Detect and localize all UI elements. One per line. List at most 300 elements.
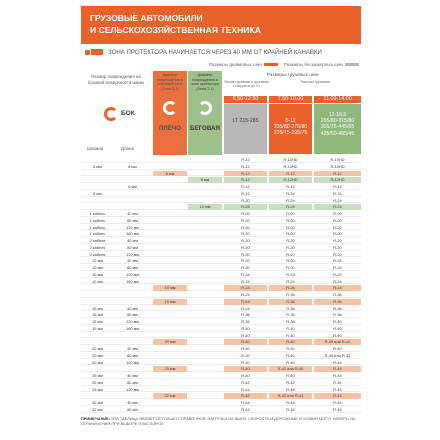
sizes-cell-1 bbox=[224, 104, 267, 154]
tread-cell bbox=[188, 171, 222, 177]
tread-cell: 10 мм bbox=[188, 204, 222, 210]
zone-note-text: ЗОНА ПРОТЕКТОРА НАЧИНАЕТСЯ ЧЕРЕЗ 40 ММ ОТ КРАЙНЕЙ КАНАВКИ bbox=[108, 49, 322, 56]
width-cell: 2 кабеля bbox=[89, 238, 106, 243]
length-cell bbox=[116, 299, 149, 305]
shoulder-cell bbox=[153, 312, 187, 318]
patch-heavy-cell: R-44 bbox=[333, 359, 342, 365]
tread-cell bbox=[188, 387, 222, 393]
patch-medium-cell: R-40 bbox=[286, 373, 295, 378]
band-2: 7.50-10.00 bbox=[269, 96, 312, 103]
patch-heavy-cell: R-36 bbox=[333, 305, 342, 311]
patch-light-cell: R-44 bbox=[241, 406, 250, 412]
patch-heavy-cell: R-44 bbox=[333, 406, 342, 412]
patch-light-cell: R-36 bbox=[241, 312, 250, 318]
width-cell: 15 мм bbox=[92, 319, 103, 324]
length-cell: 80 мм bbox=[127, 379, 138, 385]
width-cell: 32 мм bbox=[92, 406, 103, 412]
patch-heavy-cell: R-36 bbox=[333, 292, 342, 297]
tread-cell: 6 мм bbox=[188, 177, 222, 183]
patch-light-cell: R-40 bbox=[241, 373, 250, 378]
patch-medium-cell: R-10HD bbox=[283, 163, 298, 169]
width-cell: 10 мм bbox=[92, 278, 103, 284]
legend-tubeless-swatch bbox=[345, 63, 359, 66]
length-cell: 40 мм bbox=[127, 258, 138, 264]
patch-medium-cell: R-40 bbox=[286, 332, 295, 338]
length-cell: 160 мм bbox=[126, 325, 139, 331]
width-cell bbox=[81, 333, 114, 339]
patch-light-cell: R-12 bbox=[241, 157, 250, 162]
sizes-sub-heavy: Тяжелые грузовики bbox=[300, 80, 330, 84]
legend bbox=[81, 60, 361, 69]
patch-heavy-cell: R-24 bbox=[333, 197, 342, 203]
patch-light-cell: R-36 bbox=[241, 319, 250, 324]
patch-medium-cell: R-40 bbox=[286, 352, 295, 358]
tread-cell bbox=[188, 198, 222, 204]
patch-light-cell: R-40 bbox=[241, 352, 250, 358]
shoulder-cell bbox=[153, 238, 187, 244]
length-cell: 40 мм bbox=[127, 373, 138, 378]
tread-cell bbox=[188, 191, 222, 197]
patch-light-cell: R-24 bbox=[241, 271, 250, 277]
width-cell bbox=[81, 393, 114, 399]
patch-medium-cell: R-36 bbox=[286, 292, 295, 297]
tire-size: 225/75-295/75 bbox=[273, 130, 308, 137]
sizes-cell-3 bbox=[314, 104, 361, 154]
patch-medium-cell: R-20 bbox=[286, 238, 295, 243]
patch-light-cell: R-44 bbox=[241, 386, 250, 392]
width-cell bbox=[81, 184, 114, 190]
patch-heavy-cell: R-12 bbox=[333, 184, 342, 189]
patch-light-cell: R-20 bbox=[241, 197, 250, 203]
patch-heavy-cell: R-20 bbox=[333, 251, 342, 257]
shoulder-cell bbox=[153, 198, 187, 204]
patch-light-cell: R-20 bbox=[241, 224, 250, 230]
patch-heavy-cell: R-20 bbox=[333, 244, 342, 250]
patch-light-cell: R-24 bbox=[241, 292, 250, 297]
tire-size: 5-11 bbox=[285, 118, 296, 124]
patch-light-cell: R-24 bbox=[241, 305, 250, 311]
patch-medium-cell: R-24 bbox=[269, 285, 312, 291]
patch-light-cell: R-20 bbox=[241, 217, 250, 223]
tread-cell bbox=[188, 164, 222, 170]
table-row bbox=[81, 393, 361, 399]
table-row bbox=[81, 319, 361, 325]
shoulder-cell bbox=[153, 265, 187, 271]
length-cell: 40 мм bbox=[127, 238, 138, 243]
width-cell: 10 мм bbox=[92, 265, 103, 270]
shoulder-cell bbox=[153, 157, 187, 163]
length-cell bbox=[116, 339, 149, 345]
width-cell bbox=[81, 285, 114, 291]
width-cell: 20 мм bbox=[92, 359, 103, 365]
shoulder-cell bbox=[153, 225, 187, 231]
width-cell: 25 мм bbox=[92, 379, 103, 385]
sizes-list-1 bbox=[224, 104, 267, 124]
width-cell bbox=[81, 171, 114, 177]
width-cell bbox=[81, 177, 114, 183]
shoulder-label: ПЛЕЧО bbox=[158, 125, 182, 132]
patch-heavy-cell: R-40 bbox=[333, 325, 342, 331]
length-cell bbox=[116, 157, 149, 163]
length-cell: 160 мм bbox=[126, 231, 139, 237]
tread-cell bbox=[188, 380, 222, 386]
page bbox=[81, 0, 361, 440]
patch-medium-cell: R-20 bbox=[286, 258, 295, 264]
legend-inch bbox=[209, 60, 278, 69]
width-cell: 20 мм bbox=[92, 346, 103, 351]
patch-medium-cell: R-12 bbox=[286, 184, 295, 189]
width-cell: 2 кабеля bbox=[89, 244, 106, 250]
length-cell bbox=[116, 366, 149, 372]
tread-cell bbox=[188, 272, 222, 278]
patch-medium-cell: R-40 bbox=[286, 346, 295, 351]
length-cell bbox=[116, 204, 149, 210]
shoulder-cell bbox=[153, 319, 187, 325]
damage-header-text: Размер повреждения на боковой поверхности шины bbox=[87, 74, 145, 85]
tread-cell bbox=[188, 333, 222, 339]
table-row bbox=[81, 407, 361, 413]
shoulder-cell bbox=[153, 231, 187, 237]
patch-heavy-cell: R-24 bbox=[333, 190, 342, 196]
width-cell: 32 мм bbox=[92, 400, 103, 405]
table-row bbox=[81, 312, 361, 318]
patch-medium-cell: R-36 bbox=[286, 319, 295, 324]
patch-medium-cell: R-24 bbox=[286, 197, 295, 203]
patch-light-cell: R-12 bbox=[241, 163, 250, 169]
patch-light-cell: R-20 bbox=[241, 231, 250, 237]
table-row bbox=[81, 279, 361, 285]
shoulder-cell: 10 мм bbox=[153, 285, 187, 291]
patch-heavy-cell: R-10HD bbox=[330, 163, 345, 169]
shoulder-cell bbox=[153, 353, 187, 359]
patch-light-cell: R-44 bbox=[241, 400, 250, 405]
width-cell bbox=[81, 339, 114, 345]
patch-light-cell: R-42 bbox=[224, 393, 267, 399]
patch-heavy-cell: R-44 bbox=[333, 386, 342, 392]
shoulder-column-header bbox=[153, 71, 187, 155]
patch-heavy-cell: R-36 bbox=[314, 299, 361, 305]
patch-medium-cell: R-12 bbox=[269, 171, 312, 177]
width-header: Ширина bbox=[87, 146, 104, 151]
tread-cell bbox=[188, 366, 222, 372]
width-cell: 15 мм bbox=[92, 305, 103, 311]
patch-heavy-cell: R-24 bbox=[333, 258, 342, 264]
tread-cell bbox=[188, 393, 222, 399]
width-cell bbox=[81, 366, 114, 372]
tread-label: БЕГОВАЯ bbox=[190, 125, 220, 132]
width-cell: 1 кабель bbox=[89, 217, 106, 223]
tread-cell bbox=[188, 238, 222, 244]
patch-light-cell: R-20 bbox=[241, 258, 250, 264]
patch-heavy-cell: R-44 bbox=[333, 373, 342, 378]
shoulder-cell bbox=[153, 373, 187, 379]
shoulder-cell bbox=[153, 211, 187, 217]
length-cell bbox=[116, 393, 149, 399]
footer-note bbox=[81, 416, 361, 426]
table-row bbox=[81, 306, 361, 312]
band-3: 11.00-14.00 bbox=[314, 96, 361, 103]
shoulder-cell bbox=[153, 245, 187, 251]
length-cell bbox=[116, 198, 149, 204]
width-cell: 6 мм bbox=[93, 163, 102, 169]
shoulder-cell: 32 мм bbox=[153, 393, 187, 399]
patch-medium-cell: R-40 bbox=[269, 339, 312, 345]
patch-light-cell: R-12 bbox=[224, 177, 267, 183]
damage-column-header bbox=[81, 71, 151, 155]
width-cell bbox=[81, 157, 114, 163]
length-cell bbox=[116, 191, 149, 197]
tread-cell bbox=[188, 400, 222, 406]
width-cell bbox=[81, 204, 114, 210]
legend-inch-label: Размеры дюймовых шин bbox=[209, 62, 262, 67]
tire-size: 235/80-275/80 bbox=[273, 124, 308, 131]
width-cell: 6 мм bbox=[93, 190, 102, 196]
table-row bbox=[81, 204, 361, 210]
table-row bbox=[81, 157, 361, 163]
tread-cell bbox=[188, 312, 222, 318]
truck-icon bbox=[85, 49, 103, 56]
width-cell: 15 мм bbox=[92, 312, 103, 318]
patch-heavy-cell: R-44 bbox=[333, 400, 342, 405]
length-cell bbox=[116, 333, 149, 339]
table-row bbox=[81, 360, 361, 366]
legend-inch-swatch bbox=[264, 63, 278, 66]
length-cell: 120 мм bbox=[126, 271, 139, 277]
patch-light-cell: R-42 bbox=[241, 379, 250, 385]
legend-tubeless-label: Размеры бескамерных шин bbox=[284, 62, 343, 67]
shoulder-cell bbox=[153, 306, 187, 312]
patch-medium-cell: R-20 bbox=[286, 244, 295, 250]
table-row bbox=[81, 285, 361, 291]
tread-cell bbox=[188, 373, 222, 379]
table-row bbox=[81, 333, 361, 339]
tread-cell bbox=[188, 319, 222, 325]
patch-medium-cell: R-12HD bbox=[269, 177, 312, 183]
patch-heavy-cell: R-20 bbox=[333, 238, 342, 243]
patch-heavy-cell: R-24 bbox=[333, 271, 342, 277]
table-row bbox=[81, 252, 361, 258]
shoulder-cell bbox=[153, 360, 187, 366]
table-row bbox=[81, 299, 361, 305]
patch-heavy-cell: R-24 bbox=[314, 285, 361, 291]
table-row bbox=[81, 164, 361, 170]
patch-medium-cell: R-40 bbox=[286, 359, 295, 365]
tread-cell bbox=[188, 258, 222, 264]
tread-cell bbox=[188, 326, 222, 332]
tread-cell bbox=[188, 360, 222, 366]
patch-medium-cell: R-20 bbox=[286, 211, 295, 216]
shoulder-cell bbox=[153, 272, 187, 278]
patch-medium-cell: R-10HD bbox=[283, 157, 298, 162]
shoulder-cell bbox=[153, 380, 187, 386]
patch-medium-cell: R-40 bbox=[286, 325, 295, 331]
patch-light-cell: R-20 bbox=[241, 265, 250, 270]
tread-cell bbox=[188, 245, 222, 251]
length-cell: 120 мм bbox=[126, 386, 139, 392]
patch-heavy-cell: R-40 или R-42 bbox=[324, 352, 351, 358]
shoulder-cell: 25 мм bbox=[153, 366, 187, 372]
shoulder-cell bbox=[153, 177, 187, 183]
patch-heavy-cell: R-10HD bbox=[330, 157, 345, 162]
patch-medium-cell: R-24 bbox=[286, 278, 295, 284]
patch-heavy-cell: R-24 bbox=[333, 278, 342, 284]
shoulder-cell bbox=[153, 292, 187, 298]
patch-light-cell: R-40 bbox=[241, 346, 250, 351]
tire-size: LT 215-285 bbox=[232, 118, 259, 124]
sizes-column-header bbox=[224, 71, 361, 155]
table-row bbox=[81, 353, 361, 359]
shoulder-cell bbox=[153, 252, 187, 258]
tread-cell bbox=[188, 157, 222, 163]
shoulder-cell: 6 мм bbox=[153, 171, 187, 177]
tread-cell bbox=[188, 353, 222, 359]
patch-light-cell: R-12 bbox=[241, 184, 250, 189]
tread-cell bbox=[188, 279, 222, 285]
table-row bbox=[81, 373, 361, 379]
patch-heavy-cell: R-36 bbox=[333, 312, 342, 318]
length-cell: 80 мм bbox=[127, 352, 138, 358]
length-cell: 40 мм bbox=[127, 305, 138, 311]
table-header bbox=[81, 71, 361, 155]
table-row bbox=[81, 211, 361, 217]
tread-cell bbox=[188, 285, 222, 291]
table-row bbox=[81, 387, 361, 393]
length-cell bbox=[116, 171, 149, 177]
shoulder-cell bbox=[153, 218, 187, 224]
tread-cell bbox=[188, 225, 222, 231]
length-cell: 6 мм bbox=[128, 184, 137, 189]
shoulder-cell bbox=[153, 333, 187, 339]
patch-light-cell: R-40 bbox=[241, 359, 250, 365]
length-cell: 160 мм bbox=[126, 278, 139, 284]
patch-light-cell: R-40 bbox=[241, 332, 250, 338]
length-cell: 80 мм bbox=[127, 217, 138, 223]
footer-text: ЭТА ТАБЛИЦА ЯВЛЯЕТСЯ ТОЛЬКО СПРАВОЧНОЙ. НАГРУЗКА НА ШИНУ, СКОРОСТЬ И ДОРОЖНЫЕ УСЛОВИЯ МОГУТ ВЛИЯТЬ НА ОГРАНИЧЕНИЯ ПРИ ВЫБОРЕ ПЛАСТЫРЕЙ. bbox=[81, 416, 356, 426]
shoulder-cell bbox=[153, 164, 187, 170]
sidewall-icon bbox=[104, 107, 118, 121]
patch-medium-cell: R-44 bbox=[286, 406, 295, 412]
length-cell: 40 мм bbox=[127, 346, 138, 351]
patch-heavy-cell: R-20 bbox=[333, 224, 342, 230]
patch-medium-cell: R-44 bbox=[286, 400, 295, 405]
shoulder-cell: 20 мм bbox=[153, 339, 187, 345]
tire-size: 305/75-445/65 bbox=[320, 124, 355, 131]
width-cell: 25 мм bbox=[92, 386, 103, 392]
sizes-header-text: Размеры грузовых шин bbox=[266, 73, 319, 78]
width-cell bbox=[81, 292, 114, 298]
table-row bbox=[81, 400, 361, 406]
shoulder-cell bbox=[153, 279, 187, 285]
patch-medium-cell: R-42 или R-40 bbox=[269, 366, 312, 372]
table-row bbox=[81, 218, 361, 224]
tread-cell bbox=[188, 252, 222, 258]
length-cell: 120 мм bbox=[126, 319, 139, 324]
table-body bbox=[81, 157, 361, 415]
width-cell bbox=[81, 299, 114, 305]
shoulder-header-text: Диаметр повреждения в плечевой зоне (Зона S-1) bbox=[157, 73, 183, 91]
width-cell: 10 мм bbox=[92, 271, 103, 277]
patch-heavy-cell: R-40 bbox=[333, 319, 342, 324]
patch-medium-cell: R-36 bbox=[286, 305, 295, 311]
table-row bbox=[81, 258, 361, 264]
length-header: Длина bbox=[121, 146, 134, 151]
title-line-1: ГРУЗОВЫЕ АВТОМОБИЛИ bbox=[90, 13, 203, 23]
length-cell: 40 мм bbox=[127, 400, 138, 405]
table-row bbox=[81, 366, 361, 372]
width-cell bbox=[81, 198, 114, 204]
patch-light-cell: R-40 bbox=[224, 366, 267, 372]
sizes-cell-2 bbox=[269, 104, 312, 154]
legend-tubeless bbox=[284, 60, 359, 69]
patch-medium-cell: R-20 bbox=[286, 231, 295, 237]
length-cell: 80 мм bbox=[127, 406, 138, 412]
page-title bbox=[90, 12, 320, 36]
shoulder-cell bbox=[153, 407, 187, 413]
patch-medium-cell: R-44 bbox=[286, 386, 295, 392]
zone-note bbox=[81, 47, 361, 58]
footer-label: ПРИМЕЧАНИЕ: bbox=[81, 416, 111, 421]
table-row bbox=[81, 184, 361, 190]
width-cell: 2 кабеля bbox=[89, 251, 106, 257]
patch-light-cell: R-20 bbox=[241, 238, 250, 243]
patch-light-cell: R-24 bbox=[224, 204, 267, 210]
table-row bbox=[81, 191, 361, 197]
header-banner bbox=[81, 6, 361, 44]
shoulder-cell bbox=[153, 191, 187, 197]
table-row bbox=[81, 245, 361, 251]
tread-cell bbox=[188, 339, 222, 345]
patch-heavy-cell: R-44 bbox=[333, 379, 342, 385]
tread-cell bbox=[188, 292, 222, 298]
patch-heavy-cell: R-40 bbox=[333, 332, 342, 338]
patch-medium-cell: R-36 bbox=[286, 312, 295, 318]
table-row bbox=[81, 265, 361, 271]
table-row bbox=[81, 326, 361, 332]
length-cell: 80 мм bbox=[127, 265, 138, 270]
tread-header-text: Диаметр повреждения в зоне протектора (Зона T-1) bbox=[191, 73, 219, 91]
patch-light-cell: R-24 bbox=[224, 285, 267, 291]
table-row bbox=[81, 225, 361, 231]
width-cell: 10 мм bbox=[92, 258, 103, 264]
shoulder-cell bbox=[153, 204, 187, 210]
band-1: 6.50-12.50 bbox=[224, 96, 267, 103]
tread-column-header bbox=[188, 71, 222, 155]
tire-size: 425/50-495/45 bbox=[320, 130, 355, 137]
patch-light-cell: R-40 bbox=[224, 339, 267, 345]
tread-icon bbox=[198, 101, 212, 115]
length-cell: 120 мм bbox=[126, 251, 139, 257]
patch-light-cell: R-20 bbox=[241, 211, 250, 216]
patch-light-cell: R-12 bbox=[224, 171, 267, 177]
patch-heavy-cell: R-20 bbox=[333, 231, 342, 237]
width-cell: 1 кабель bbox=[89, 224, 106, 230]
width-cell: 1 кабель bbox=[89, 211, 106, 216]
table-row bbox=[81, 346, 361, 352]
width-cell: 20 мм bbox=[92, 352, 103, 358]
tread-cell bbox=[188, 299, 222, 305]
tread-cell bbox=[188, 407, 222, 413]
tread-cell bbox=[188, 211, 222, 217]
table-row bbox=[81, 272, 361, 278]
tire-size: 12-16.5 bbox=[328, 112, 347, 118]
length-cell: 120 мм bbox=[126, 224, 139, 230]
length-cell: 40 мм bbox=[127, 211, 138, 216]
width-cell: 1 кабель bbox=[89, 231, 106, 237]
patch-medium-cell: R-24 bbox=[269, 204, 312, 210]
tread-cell bbox=[188, 346, 222, 352]
patch-heavy-cell: R-20 bbox=[333, 217, 342, 223]
patch-medium-cell: R-24 bbox=[286, 190, 295, 196]
